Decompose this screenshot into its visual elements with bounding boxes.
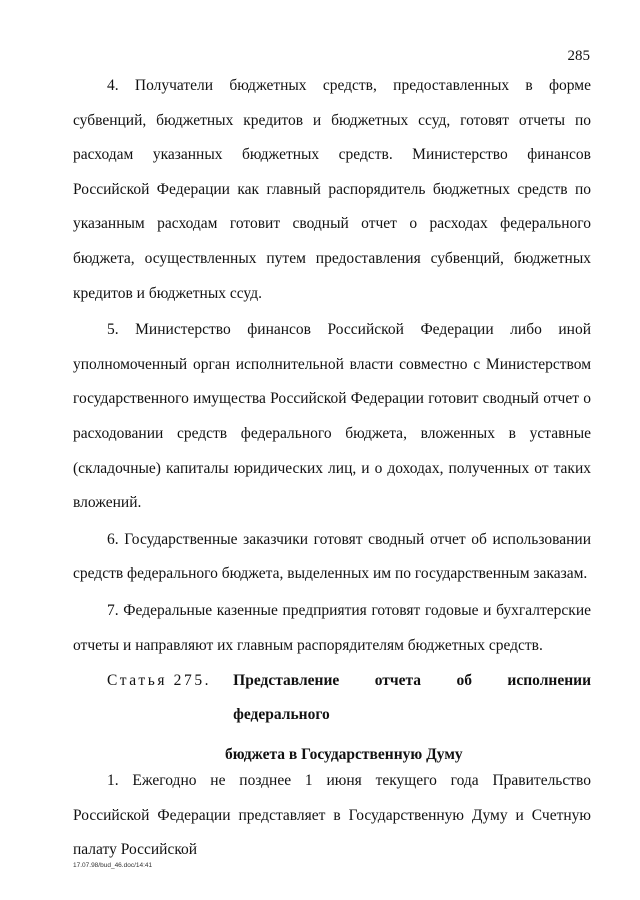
article-title-line-2: бюджета в Государственную Думу (225, 746, 463, 763)
paragraph-6: 6. Государственные заказчики готовят сводный отчет об использовании средств федерального бюджета, выделенных им по государственным заказам. (73, 530, 591, 583)
article-heading (73, 664, 591, 772)
document-body (73, 69, 591, 663)
article-title-line-1: Представление отчета об исполнении федерального (233, 672, 591, 723)
page-number: 285 (567, 48, 590, 64)
file-footer: 17.07.98/bud_46.doc/14:41 (73, 862, 153, 869)
article-paragraph-1: 1. Ежегодно не позднее 1 июня текущего года Правительство Российской Федерации представляет в Государственную Думу и Счетную палату Российской (73, 772, 591, 859)
article-body (73, 764, 591, 868)
paragraph-4: 4. Получатели бюджетных средств, предоставленных в форме субвенций, бюджетных кредитов и бюджетных ссуд, готовят отчеты по расходам указанных бюджетных средств. Министерство финансов Российской Федерации как главный распорядитель бюджетных средств по указанным расходам готовит сводный отчет о расходах федерального бюджета, осуществленных путем предоставления субвенций, бюджетных кредитов и бюджетных ссуд. (73, 77, 591, 302)
paragraph-7: 7. Федеральные казенные предприятия готовят годовые и бухгалтерские отчеты и направляют их главным распорядителям бюджетных средств. (73, 601, 591, 654)
article-heading-row (73, 664, 591, 732)
article-label: Статья 275. (107, 672, 212, 689)
paragraph-5: 5. Министерство финансов Российской Федерации либо иной уполномоченный орган исполнительной власти совместно с Министерством государственного имущества Российской Федерации готовит сводный отчет о расходовании средств федерального бюджета, вложенных в уставные (складочные) капиталы юридических лиц, и о доходах, полученных от таких вложений. (73, 321, 591, 512)
